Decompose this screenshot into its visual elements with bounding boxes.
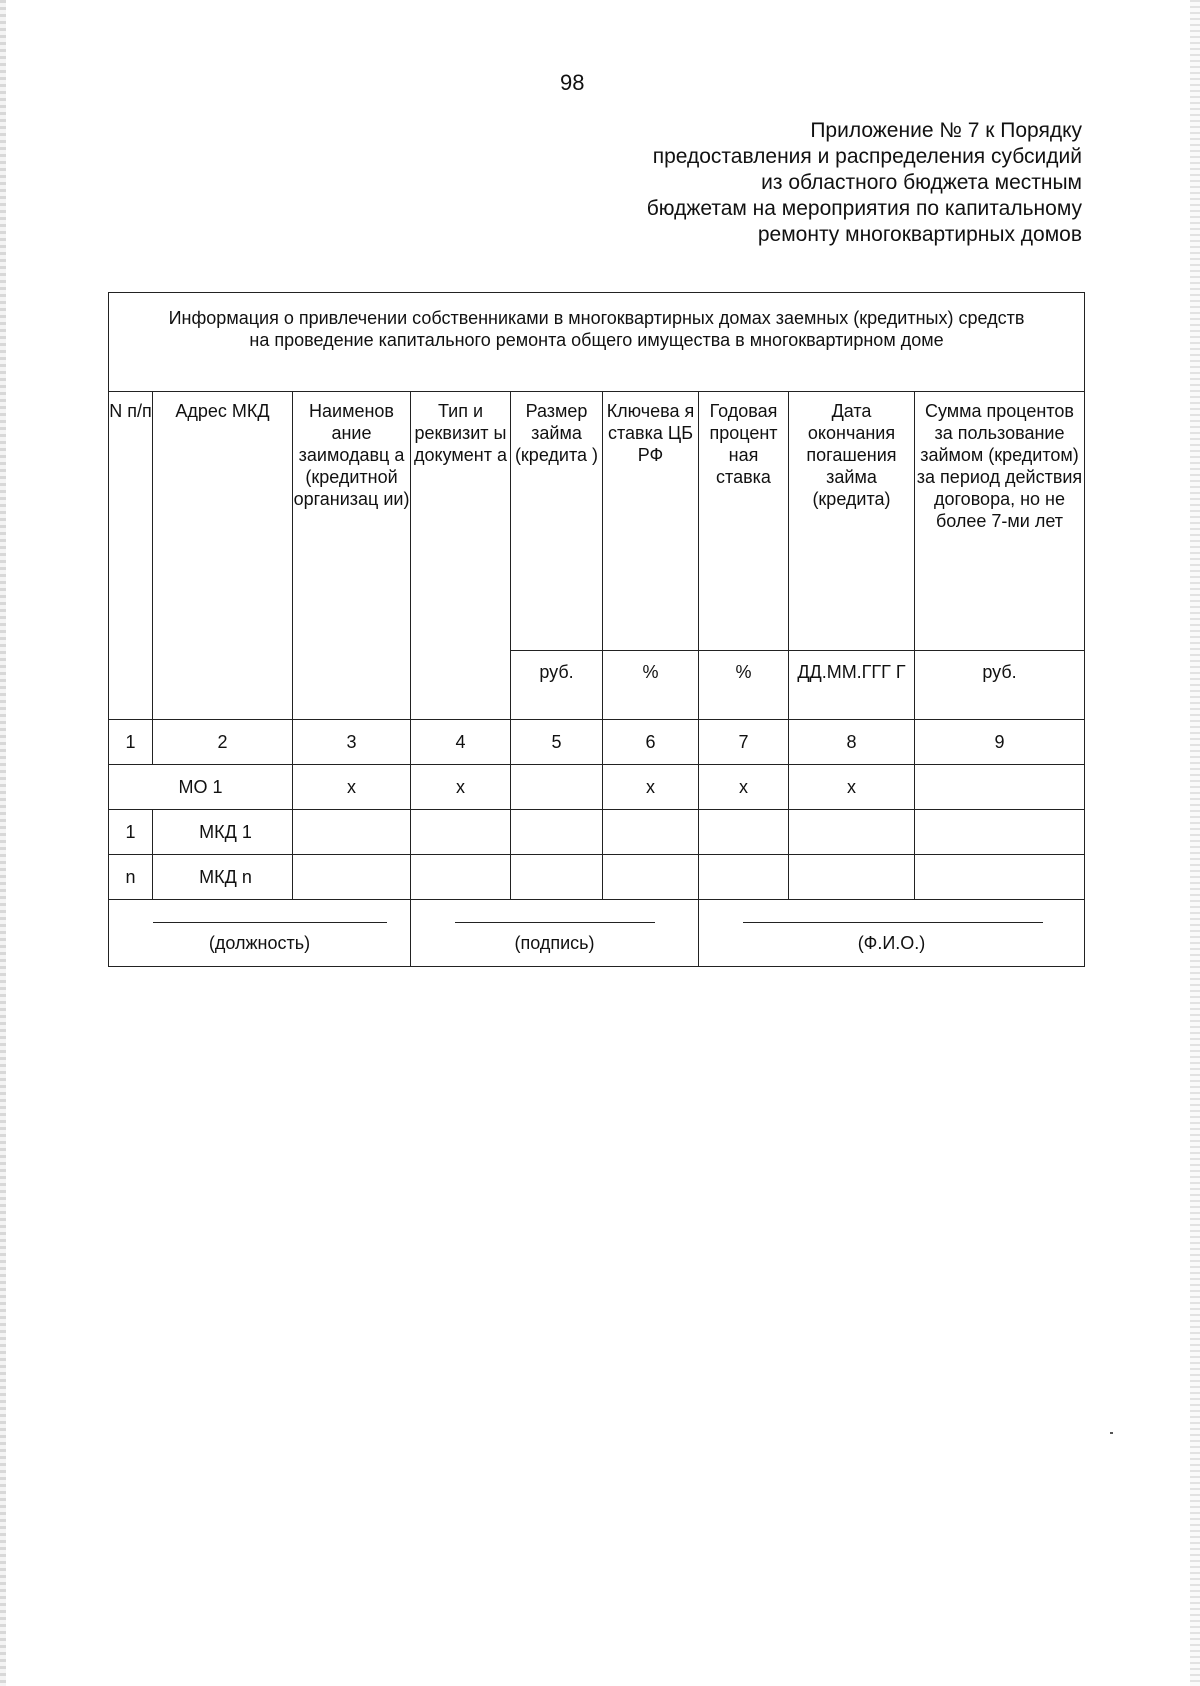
- header-number: N п/п: [109, 392, 153, 720]
- header-interest-sum: Сумма процентов за пользование займом (кредитом) за период действия договора, но не более 7-ми лет: [915, 392, 1085, 651]
- appendix-line: бюджетам на мероприятия по капитальному: [646, 197, 1082, 220]
- table-cell: [915, 810, 1085, 855]
- header-address: Адрес МКД: [153, 392, 293, 720]
- table-cell: х: [699, 765, 789, 810]
- column-number: 2: [153, 720, 293, 765]
- table-cell: [511, 810, 603, 855]
- signature-sign-cell: [411, 900, 699, 967]
- header-document: Тип и реквизит ы документ а: [411, 392, 511, 720]
- column-number: 8: [789, 720, 915, 765]
- signature-position-label: (должность): [208, 933, 311, 953]
- column-number: 4: [411, 720, 511, 765]
- mo-label: МО 1: [109, 765, 293, 810]
- signature-name-cell: [699, 900, 1085, 967]
- header-key-rate: Ключева я ставка ЦБ РФ: [603, 392, 699, 651]
- appendix-line: предоставления и распределения субсидий: [652, 145, 1082, 168]
- unit-cell: руб.: [511, 651, 603, 720]
- credit-info-table: [108, 292, 1085, 967]
- row-address: МКД 1: [153, 810, 293, 855]
- column-number: 7: [699, 720, 789, 765]
- table-cell: [915, 765, 1085, 810]
- row-number: 1: [109, 810, 153, 855]
- table-cell: [511, 765, 603, 810]
- table-row: [109, 855, 1085, 900]
- table-cell: [603, 810, 699, 855]
- scan-speck: [1110, 1432, 1113, 1434]
- unit-cell: %: [603, 651, 699, 720]
- header-annual-rate: Годовая процент ная ставка: [699, 392, 789, 651]
- unit-cell: ДД.ММ.ГГГ Г: [789, 651, 915, 720]
- table-cell: [293, 855, 411, 900]
- table-row: [109, 765, 1085, 810]
- column-number: 6: [603, 720, 699, 765]
- unit-cell: %: [699, 651, 789, 720]
- table-row: [109, 810, 1085, 855]
- signature-position-cell: [109, 900, 411, 967]
- table-cell: х: [603, 765, 699, 810]
- scan-edge-left: [0, 0, 6, 1686]
- table-cell: [293, 810, 411, 855]
- signature-sign-label: (подпись): [514, 933, 595, 953]
- table-cell: [603, 855, 699, 900]
- table-cell: [411, 855, 511, 900]
- signature-line: [455, 922, 655, 923]
- appendix-line: из областного бюджета местным: [761, 171, 1082, 194]
- column-number: 9: [915, 720, 1085, 765]
- unit-cell: руб.: [915, 651, 1085, 720]
- signature-row: [109, 900, 1085, 967]
- table-cell: [789, 855, 915, 900]
- table-cell: х: [293, 765, 411, 810]
- column-number: 5: [511, 720, 603, 765]
- appendix-line: Приложение № 7 к Порядку: [810, 119, 1082, 142]
- page-number: 98: [560, 70, 585, 95]
- header-lender: Наименов ание заимодавц а (кредитной организац ии): [293, 392, 411, 720]
- table-cell: [411, 810, 511, 855]
- header-loan-amount: Размер займа (кредита ): [511, 392, 603, 651]
- signature-name-label: (Ф.И.О.): [857, 933, 926, 953]
- table-cell: [511, 855, 603, 900]
- signature-line: [153, 922, 387, 923]
- table-cell: х: [411, 765, 511, 810]
- table-cell: [699, 855, 789, 900]
- table-cell: х: [789, 765, 915, 810]
- signature-line: [743, 922, 1043, 923]
- table-cell: [789, 810, 915, 855]
- table-cell: [699, 810, 789, 855]
- appendix-caption: [647, 118, 1082, 248]
- table-cell: [915, 855, 1085, 900]
- column-number: 1: [109, 720, 153, 765]
- appendix-line: ремонту многоквартирных домов: [757, 223, 1082, 246]
- row-number: n: [109, 855, 153, 900]
- header-repayment-date: Дата окончания погашения займа (кредита): [789, 392, 915, 651]
- column-number: 3: [293, 720, 411, 765]
- scan-edge-right: [1190, 0, 1200, 1686]
- table-title: Информация о привлечении собственниками в многоквартирных домах заемных (кредитных) средств на проведение капитального ремонта общего имущества в многоквартирном доме: [109, 293, 1085, 392]
- row-address: МКД n: [153, 855, 293, 900]
